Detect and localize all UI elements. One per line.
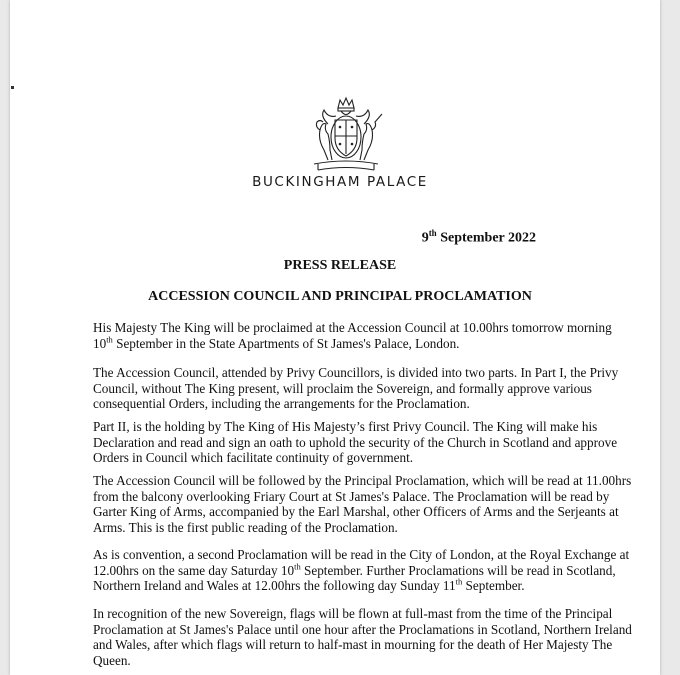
paragraph-1: His Majesty The King will be proclaimed at the Accession Council at 10.00hrs tomorrow morning 10th September in the State Apartments of St James's Palace, London. (93, 320, 612, 351)
scan-edge-mark (11, 86, 14, 89)
royal-coat-of-arms-icon (298, 94, 394, 176)
paragraph-3: Part II, is the holding by The King of His Majesty’s first Privy Council. The King will make his Declaration and read and sign an oath to uphold the security of the Church in Scotland and approve Orders in Council which facilitate continuity of government. (93, 419, 618, 465)
organisation-name: BUCKINGHAM PALACE (252, 174, 428, 190)
release-date: 9th September 2022 (421, 228, 536, 246)
press-release-page (10, 0, 660, 675)
paragraph-6: In recognition of the new Sovereign, flags will be flown at full-mast from the time of the Principal Proclamation at St James's Palace until one hour after the Proclamations in Scotland, Northern Ireland and Wales, after which flags will return to half-mast in mourning for the death of Her Majesty The Queen. (93, 606, 632, 668)
paragraph-4: The Accession Council will be followed by the Principal Proclamation, which will be read at 11.00hrs from the balcony overlooking Friary Court at St James's Palace. The Proclamation will be read by Garter King of Arms, accompanied by the Earl Marshal, other Officers of Arms and the Serjeants at Arms. This is the first public reading of the Proclamation. (93, 473, 632, 535)
page-title: ACCESSION COUNCIL AND PRINCIPAL PROCLAMATION (148, 289, 532, 304)
paragraph-5: As is convention, a second Proclamation will be read in the City of London, at the Royal Exchange at 12.00hrs on the same day Saturday 10th September. Further Proclamations will be read in Scotland, Northern Ireland and Wales at 12.00hrs the following day Sunday 11th September. (93, 547, 630, 593)
paragraph-2: The Accession Council, attended by Privy Councillors, is divided into two parts. In Part I, the Privy Council, without The King present, will proclaim the Sovereign, and formally approve various consequential Orders, including the arrangements for the Proclamation. (93, 365, 619, 411)
press-release-heading: PRESS RELEASE (283, 258, 397, 273)
